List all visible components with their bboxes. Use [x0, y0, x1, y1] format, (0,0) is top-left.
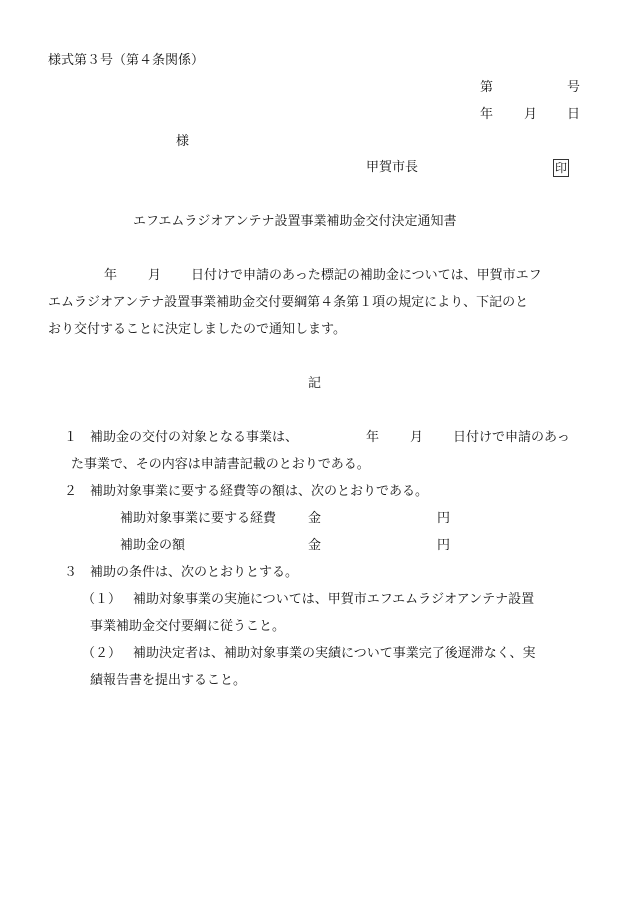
- item-1-month-label: 月: [410, 430, 424, 445]
- sub-item-2-line-2: 績報告書を提出すること。: [90, 673, 247, 688]
- sub-item-1-line-1: 補助対象事業の実施については、甲賀市エフエムラジオアンテナ設置: [133, 592, 535, 607]
- sub-item-1-number: （１）: [82, 592, 122, 607]
- item-3-number: ３: [64, 565, 78, 580]
- subsidy-row-label: 補助金の額: [120, 538, 186, 553]
- document-title: エフエムラジオアンテナ設置事業補助金交付決定通知書: [133, 214, 457, 229]
- item-1-text: 補助金の交付の対象となる事業は、: [90, 430, 299, 445]
- intro-month-label: 月: [148, 268, 162, 283]
- form-number-label: 様式第３号（第４条関係）: [48, 53, 205, 68]
- intro-line-3: おり交付することに決定しましたので通知します。: [48, 322, 346, 337]
- date-day-label: 日: [567, 107, 581, 122]
- sub-item-2-line-1: 補助決定者は、補助対象事業の実績について事業完了後遅滞なく、実: [133, 646, 536, 661]
- addressee-suffix: 様: [176, 134, 190, 149]
- item-1-year-label: 年: [366, 430, 380, 445]
- intro-year-label: 年: [104, 268, 118, 283]
- intro-line-1: 日付けで申請のあった標記の補助金については、甲賀市エフ: [191, 268, 542, 283]
- item-2-text: 補助対象事業に要する経費等の額は、次のとおりである。: [90, 484, 429, 499]
- item-1-number: １: [64, 430, 78, 445]
- date-month-label: 月: [524, 107, 538, 122]
- cost-row-unit: 円: [437, 511, 451, 526]
- doc-number-prefix: 第: [480, 80, 494, 95]
- item-1-line-2: た事業で、その内容は申請書記載のとおりである。: [71, 457, 370, 472]
- seal-mark: 印: [554, 161, 567, 175]
- date-year-label: 年: [480, 107, 494, 122]
- item-1-text-cont: 日付けで申請のあっ: [453, 430, 570, 445]
- sub-item-1-line-2: 事業補助金交付要綱に従うこと。: [90, 619, 286, 634]
- doc-number-suffix: 号: [567, 80, 581, 95]
- ki-heading: 記: [308, 376, 322, 391]
- sub-item-2-number: （２）: [82, 646, 122, 661]
- cost-row-prefix: 金: [308, 511, 322, 526]
- issuer-name: 甲賀市長: [366, 160, 419, 175]
- item-3-text: 補助の条件は、次のとおりとする。: [90, 565, 299, 580]
- cost-row-label: 補助対象事業に要する経費: [120, 511, 277, 526]
- intro-line-2: エムラジオアンテナ設置事業補助金交付要綱第４条第１項の規定により、下記のと: [48, 295, 529, 310]
- subsidy-row-prefix: 金: [308, 538, 322, 553]
- item-2-number: ２: [64, 484, 78, 499]
- subsidy-row-unit: 円: [437, 538, 451, 553]
